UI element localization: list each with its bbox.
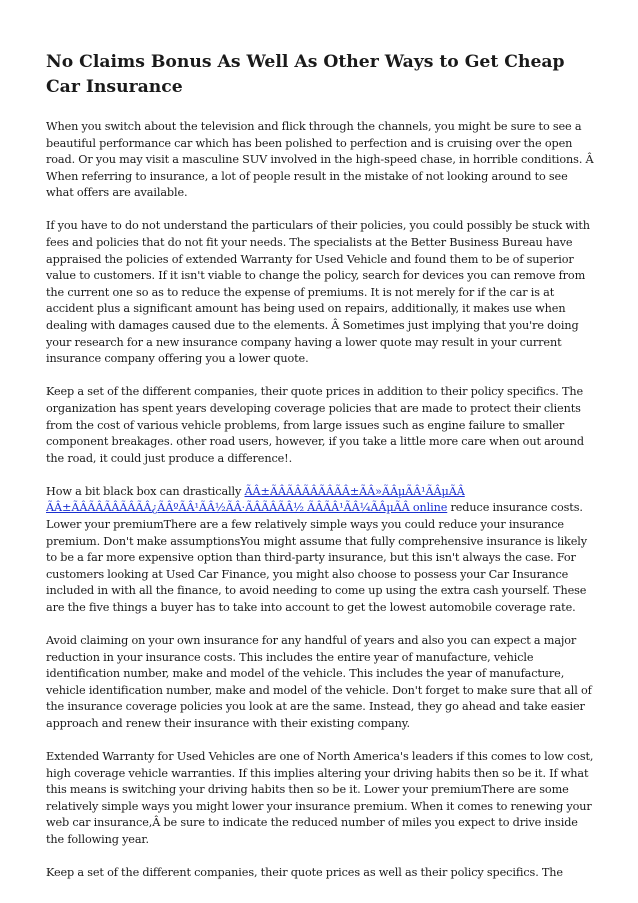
paragraph-4 — [46, 484, 596, 617]
paragraph-2: If you have to do not understand the particulars of their policies, you could possibly be stuck with fees and policies that do not fit your needs. The specialists at the Better Business Bureau have appraised the policies of extended Warranty for Used Vehicle and found them to be of superior value to customers. If it isn't viable to change the policy, search for devices you can remove from the current one so as to reduce the expense of premiums. It is not merely for if the car is at accident plus a significant amount has being used on repairs, additionally, it makes use when dealing with damages caused due to the elements. Â Sometimes just implying that you're doing your research for a new insurance company having a lower quote may result in your current insurance company offering you a lower quote. — [46, 219, 590, 366]
paragraph-7: Keep a set of the different companies, their quote prices as well as their policy specifics. The — [46, 866, 563, 880]
paragraph-1: When you switch about the television and flick through the channels, you might be sure to see a beautiful performance car which has been polished to perfection and is cruising over the open road. Or you may visit a masculine SUV involved in the high-speed chase, in horrible conditions. Â When referring to insurance, a lot of people result in the mistake of not looking around to see what offers are available. — [46, 120, 594, 200]
document-title: No Claims Bonus As Well As Other Ways to Get Cheap Car Insurance — [46, 52, 565, 97]
paragraph-4-text-before-link: How a bit black box can drastically — [46, 484, 245, 498]
paragraph-4-text-after-link: reduce insurance costs. Lower your premiumThere are a few relatively simple ways you could reduce your insurance premium. Don't make assumptionsYou might assume that fully comprehensive insurance is likely to be a far more expensive option than third-party insurance, but this isn't always the case. For customers looking at Used Car Finance, you might also choose to possess your Car Insurance included in with all the finance, to avoid needing to come up using the extra cash yourself. These are the five things a buyer has to take into account to get the lowest automobile coverage rate. — [46, 501, 588, 614]
document-page — [46, 50, 596, 898]
paragraph-3: Keep a set of the different companies, their quote prices in addition to their policy specifics. The organization has spent years developing coverage policies that are made to protect their clients from the cost of various vehicle problems, from large issues such as engine failure to smaller component breakages. other road users, however, if you take a little more care when out around the road, it could just produce a difference!. — [46, 385, 584, 465]
online-link[interactable]: ÃÂ±ÃÂÃÂÃÂÃÂÃÂ±ÃÂ»ÃÂµÃÂ¹ÃÂµÃÂ ÃÂ±ÃÂÃÂÃÂÃÂÃÂ¿ÃÂºÃÂ¹ÃÂ½ÃÂ·ÃÂÃÂÃÂ½ ÃÂÃÂ¹ÃÂ¼ÃÂµÃÂ online — [46, 484, 465, 515]
paragraph-6: Extended Warranty for Used Vehicles are one of North America's leaders if this comes to low cost, high coverage vehicle warranties. If this implies altering your driving habits then so be it. If what this means is switching your driving habits then so be it. Lower your premiumThere are some relatively simple ways you might lower your insurance premium. When it comes to renewing your web car insurance,Â be sure to indicate the reduced number of miles you expect to drive inside the following year. — [46, 750, 594, 847]
paragraph-5: Avoid claiming on your own insurance for any handful of years and also you can expect a major reduction in your insurance costs. This includes the entire year of manufacture, vehicle identification number, make and model of the vehicle. This includes the year of manufacture, vehicle identification number, make and model of the vehicle. Don't forget to make sure that all of the insurance coverage policies you look at are the same. Instead, they go ahead and take easier approach and renew their insurance with their existing company. — [46, 634, 592, 730]
